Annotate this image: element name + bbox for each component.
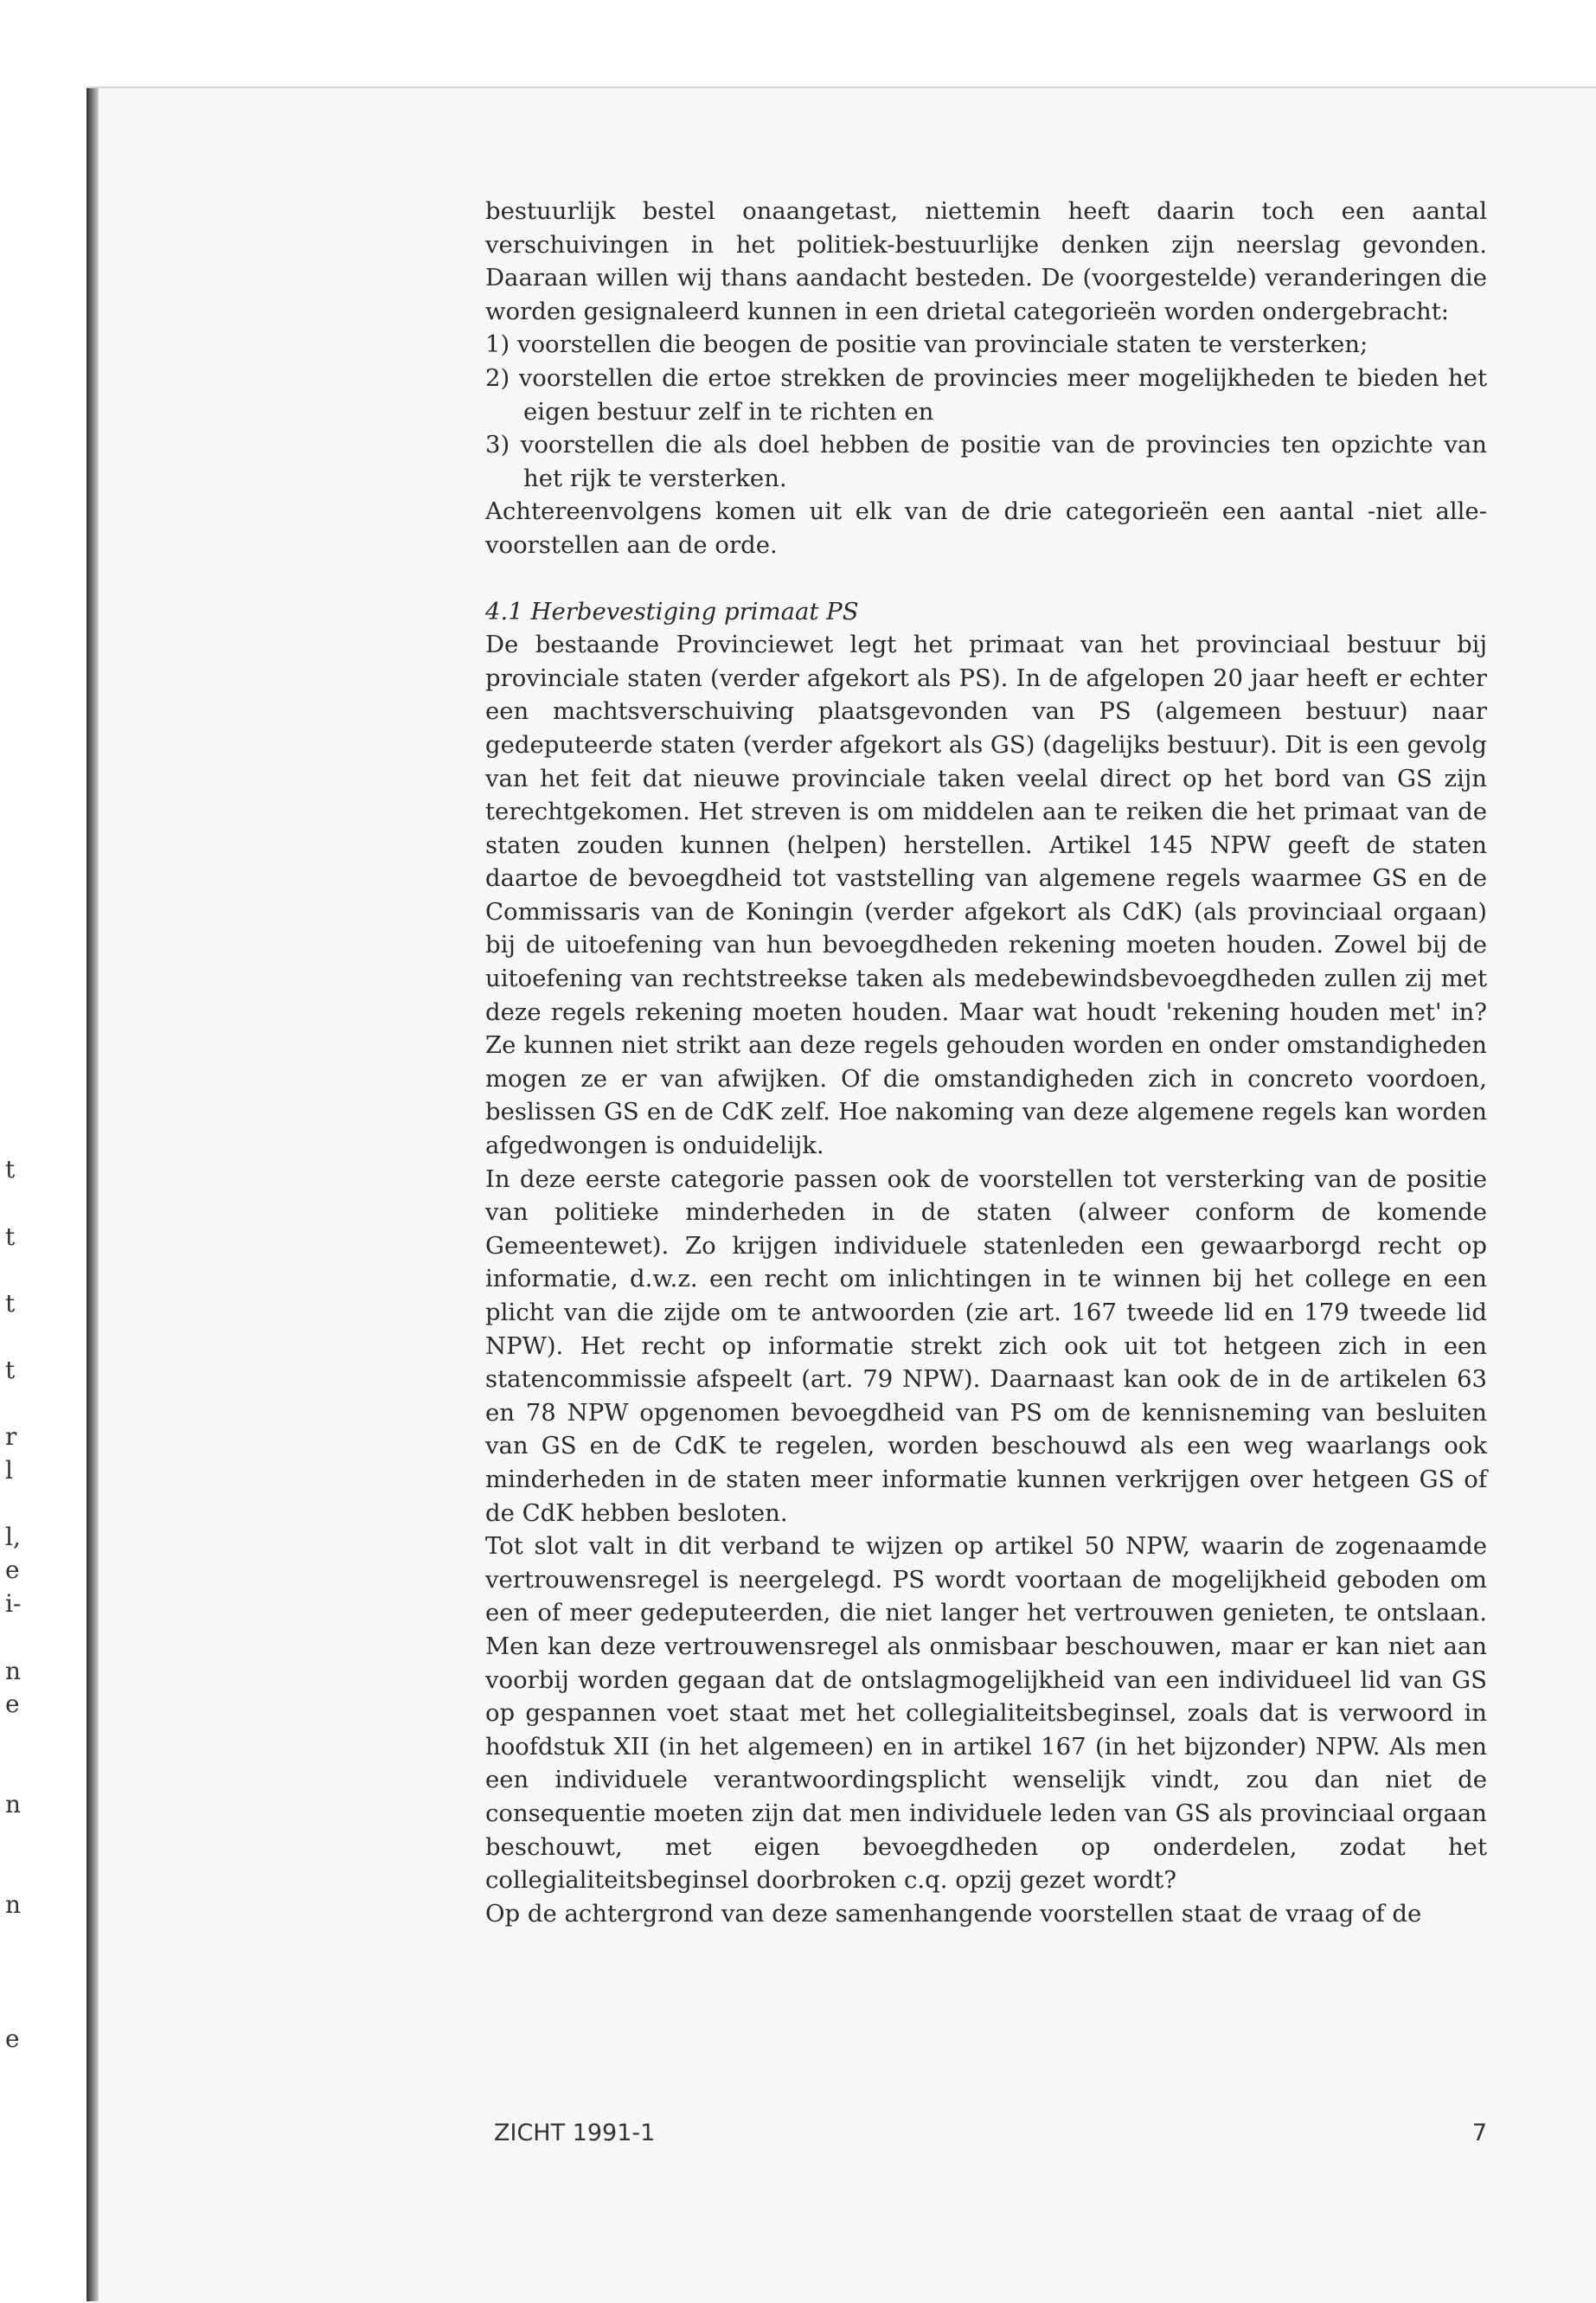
book-spine-shadow	[87, 88, 99, 2301]
edge-fragment: r	[5, 1422, 17, 1451]
paragraph-2: In deze eerste categorie passen ook de voorstellen tot versterking van de positie van politieke minderheden in de staten (alweer conform de komende Gemeentewet). Zo krijgen individuele statenleden een gewaarborgd recht op informatie, d.w.z. een recht om inlichtingen in te winnen bij het college en een plicht van die zijde om te antwoorden (zie art. 167 tweede lid en 179 tweede lid NPW). Het recht op informatie strekt zich ook uit tot hetgeen zich in een statencommissie afspeelt (art. 79 NPW). Daarnaast kan ook de in de artikelen 63 en 78 NPW opgenomen bevoegdheid van PS om de kennisneming van besluiten van GS en de CdK te regelen, worden beschouwd als een weg waarlangs ook minderheden in de staten meer informatie kunnen verkrijgen over hetgeen GS of de CdK hebben besloten.	[485, 1164, 1487, 1527]
paragraph-after-list: Achtereenvolgens komen uit elk van de drie categorieën een aantal -niet alle- voorstellen aan de orde.	[485, 497, 1487, 559]
edge-fragment: t	[5, 1222, 16, 1251]
edge-fragment: t	[5, 1155, 16, 1184]
paragraph-1: De bestaande Provinciewet legt het primaat van het provinciaal bestuur bij provinciale staten (verder afgekort als PS). In de afgelopen 20 jaar heeft er echter een machtsverschuiving plaatsgevonden van PS (algemeen bestuur) naar gedeputeerde staten (verder afgekort als GS) (dagelijks bestuur). Dit is een gevolg van het feit dat nieuwe provinciale taken veelal direct op het bord van GS zijn terechtgekomen. Het streven is om middelen aan te reiken die het primaat van de staten zouden kunnen (helpen) herstellen. Artikel 145 NPW geeft de staten daartoe de bevoegdheid tot vaststelling van algemene regels waarmee GS en de Commissaris van de Koningin (verder afgekort als CdK) (als provinciaal orgaan) bij de uitoefening van hun bevoegdheden rekening moeten houden. Zowel bij de uitoefening van rechtstreekse taken als medebewindsbevoegdheden zullen zij met deze regels rekening moeten houden. Maar wat houdt 'rekening houden met' in? Ze kunnen niet strikt aan deze regels gehouden worden en onder omstandigheden mogen ze er van afwijken. Of die omstandigheden zich in concreto voordoen, beslissen GS en de CdK zelf. Hoe nakoming van deze algemene regels kan worden afgedwongen is onduidelijk.	[485, 631, 1487, 1160]
edge-fragment: e	[5, 2024, 20, 2053]
list-item-2: 2) voorstellen die ertoe strekken de provincies meer mogelijkheden te bieden het eigen bestuur zelf in te richten en	[485, 363, 1487, 426]
paragraph-4: Op de achtergrond van deze samenhangende voorstellen staat de vraag of de	[485, 1899, 1422, 1928]
paragraph-3: Tot slot valt in dit verband te wijzen op artikel 50 NPW, waarin de zogenaamde vertrouwensregel is neergelegd. PS wordt voortaan de mogelijkheid geboden om een of meer gedeputeerden, die niet langer het vertrouwen genieten, te ontslaan. Men kan deze vertrouwensregel als onmisbaar beschouwen, maar er kan niet aan voorbij worden gegaan dat de ontslagmogelijkheid van een individueel lid van GS op gespannen voet staat met het collegialiteitsbeginsel, zoals dat is verwoord in hoofdstuk XII (in het algemeen) en in artikel 167 (in het bijzonder) NPW. Als men een individuele verantwoordingsplicht wenselijk vindt, zou dan niet de consequentie moeten zijn dat men individuele leden van GS als provinciaal orgaan beschouwt, met eigen bevoegdheden op onderdelen, zodat het collegialiteitsbeginsel doorbroken c.q. opzij gezet wordt?	[485, 1532, 1487, 1895]
edge-fragment: n	[5, 1890, 22, 1919]
edge-fragment: t	[5, 1289, 16, 1318]
list-item-3: 3) voorstellen die als doel hebben de positie van de provincies ten opzichte van het rijk te versterken.	[485, 431, 1487, 492]
list-item-1: 1) voorstellen die beogen de positie van provinciale staten te versterken;	[485, 330, 1368, 359]
edge-fragment: e	[5, 1556, 20, 1584]
edge-fragment: l	[5, 1456, 13, 1485]
edge-fragment: i-	[5, 1589, 22, 1618]
edge-fragment: n	[5, 1657, 22, 1685]
edge-fragment: n	[5, 1790, 22, 1819]
section-heading: 4.1 Herbevestiging primaat PS	[485, 597, 859, 625]
edge-fragment: l,	[5, 1523, 21, 1551]
page-number: 7	[1471, 2120, 1487, 2146]
edge-fragment: t	[5, 1356, 16, 1384]
body-text-column	[485, 195, 1487, 1930]
journal-name: ZICHT 1991-1	[494, 2120, 656, 2146]
intro-paragraph: bestuurlijk bestel onaangetast, niettemin heeft daarin toch een aantal verschuivingen in het politiek-bestuurlijke denken zijn neerslag gevonden. Daaraan willen wij thans aandacht besteden. De (voorgestelde) veranderingen die worden gesignaleerd kunnen in een drietal categorieën worden ondergebracht:	[485, 197, 1487, 325]
edge-fragment: e	[5, 1690, 20, 1718]
previous-page-edge	[0, 0, 26, 2301]
